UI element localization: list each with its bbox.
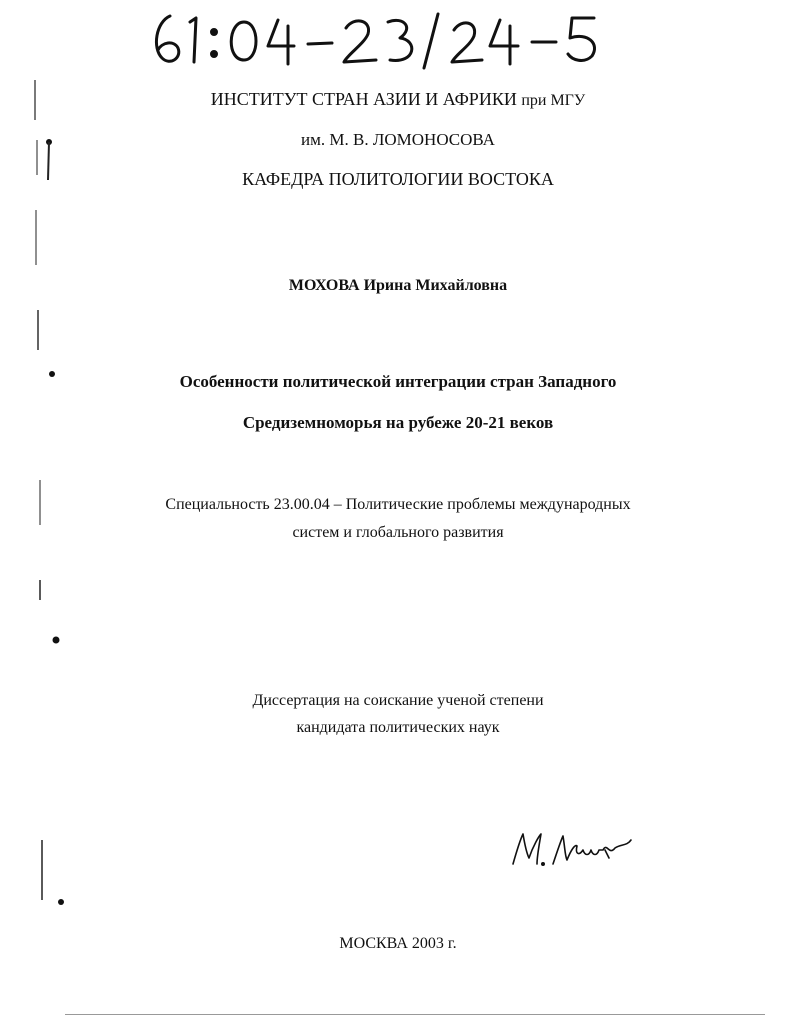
- dissertation-degree-line-1: Диссертация на соискание ученой степени: [252, 692, 544, 709]
- institute-name-main: ИНСТИТУТ СТРАН АЗИИ И АФРИКИ: [210, 89, 517, 109]
- author-signature: [505, 828, 645, 873]
- dissertation-degree-line-2: кандидата политических наук: [296, 719, 500, 736]
- institute-name-tail: при МГУ: [521, 92, 586, 109]
- thesis-title-line-1: Особенности политической интеграции стран Западного: [179, 372, 617, 391]
- department-name: КАФЕДРА ПОЛИТОЛОГИИ ВОСТОКА: [242, 169, 554, 189]
- author-name: МОХОВА Ирина Михайловна: [288, 277, 508, 294]
- bottom-edge-line: [65, 1014, 765, 1015]
- thesis-title-line-2: Средиземноморья на рубеже 20-21 веков: [242, 413, 554, 432]
- handwritten-archive-code: [148, 8, 628, 70]
- institute-name: [0, 89, 796, 110]
- institute-named-after: им. М. В. ЛОМОНОСОВА: [301, 130, 495, 149]
- specialty-line-1: Специальность 23.00.04 – Политические проблемы международных: [165, 496, 631, 513]
- specialty-line-2: систем и глобального развития: [292, 524, 504, 541]
- city-and-year: МОСКВА 2003 г.: [339, 935, 457, 952]
